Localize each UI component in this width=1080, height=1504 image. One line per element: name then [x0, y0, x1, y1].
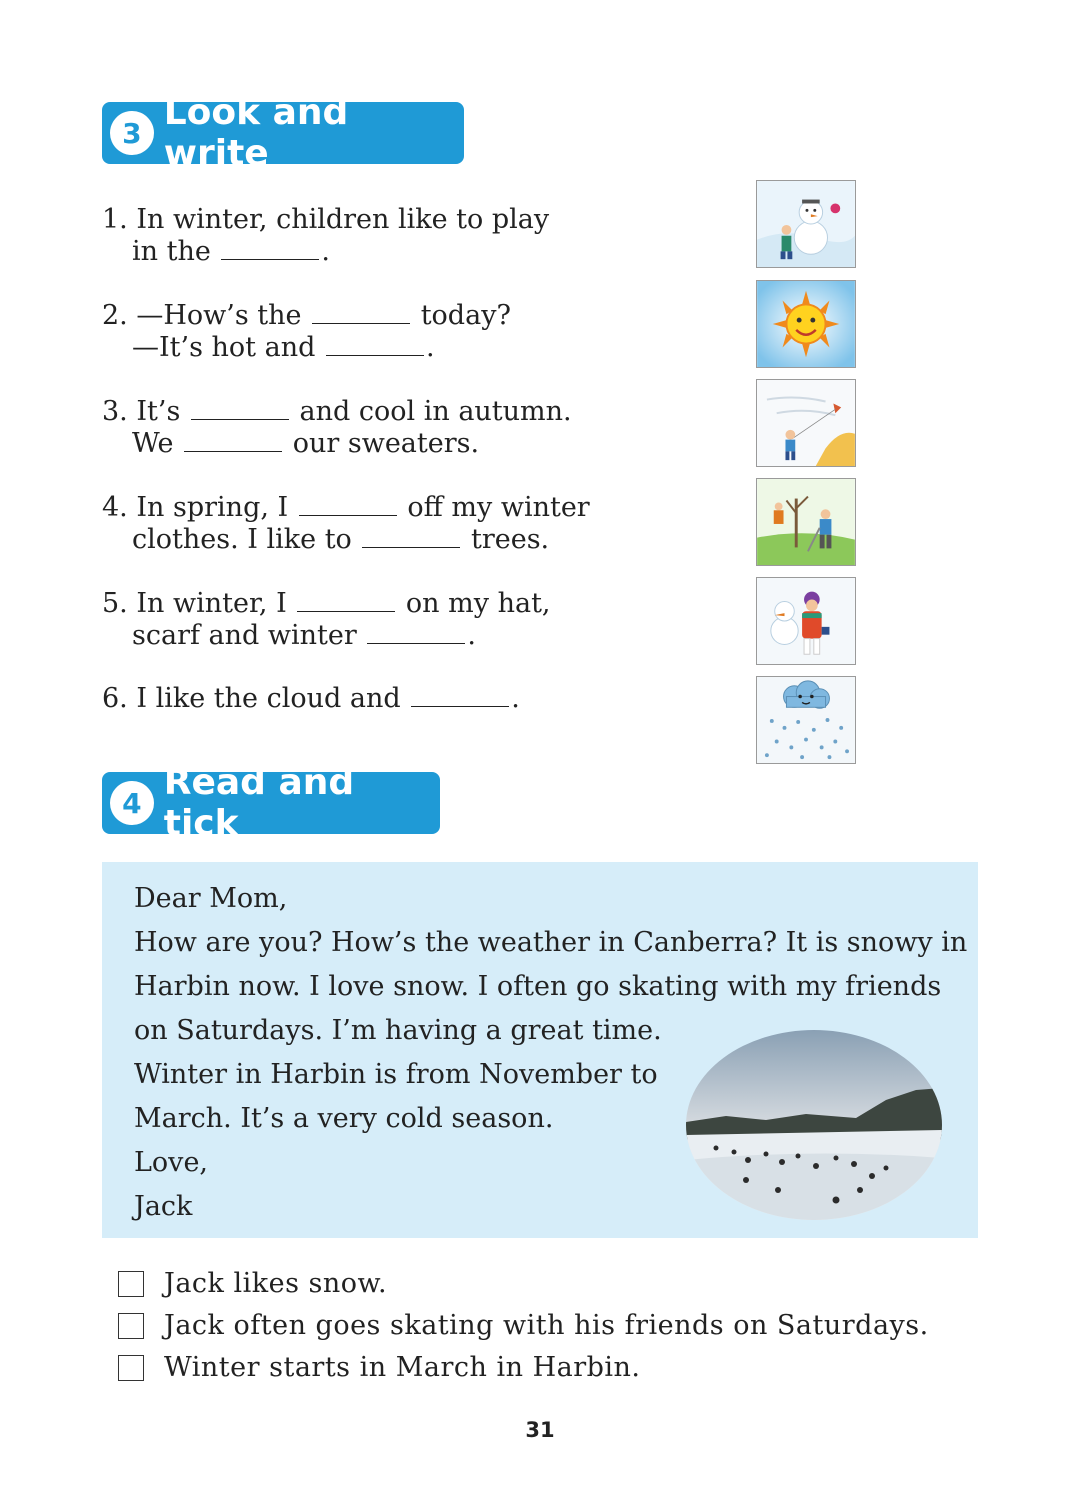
letter-line: How are you? How’s the weather in Canberra? It is snowy in — [134, 927, 968, 958]
skating-photo — [686, 1030, 942, 1220]
tick-item — [118, 1310, 929, 1341]
section-4-title: Read and tick — [163, 762, 355, 844]
tick-checkbox[interactable] — [118, 1355, 144, 1381]
answer-blank[interactable] — [191, 397, 289, 420]
question-2 — [102, 300, 511, 364]
answer-blank[interactable] — [184, 429, 282, 452]
question-text: off my winter — [407, 492, 590, 523]
question-text: our sweaters. — [292, 428, 480, 459]
letter-line: on Saturdays. I’m having a great time. — [134, 1015, 662, 1046]
question-text: today? — [420, 300, 511, 331]
answer-blank[interactable] — [362, 525, 460, 548]
question-text: scarf and winter — [132, 620, 357, 651]
question-5 — [102, 588, 551, 652]
question-text: I like the cloud and — [136, 683, 401, 714]
question-text: trees. — [470, 524, 550, 555]
letter-line: Dear Mom, — [134, 883, 288, 914]
section-3-title: Look and write — [163, 92, 349, 174]
answer-blank[interactable] — [411, 684, 509, 707]
question-number: 4. — [102, 492, 128, 523]
question-number: 2. — [102, 300, 128, 331]
tree-planting-icon — [756, 478, 856, 566]
question-text: —It’s hot and — [132, 332, 316, 363]
question-text: —How’s the — [136, 300, 302, 331]
question-text: clothes. I like to — [132, 524, 352, 555]
answer-blank[interactable] — [326, 333, 424, 356]
question-text: on my hat, — [405, 588, 551, 619]
snowman-icon — [756, 180, 856, 268]
tick-item — [118, 1268, 387, 1299]
letter-line: Winter in Harbin is from November to — [134, 1059, 658, 1090]
child-winter-clothes-icon — [756, 577, 856, 665]
question-text: . — [425, 332, 435, 363]
question-text: and cool in autumn. — [299, 396, 572, 427]
statement-text: Jack often goes skating with his friends on Saturdays. — [164, 1310, 929, 1341]
section-3-number: 3 — [110, 111, 154, 155]
question-text: It’s — [136, 396, 181, 427]
question-text: . — [467, 620, 476, 651]
letter-line: Love, — [134, 1147, 208, 1178]
statement-text: Winter starts in March in Harbin. — [164, 1352, 641, 1383]
answer-blank[interactable] — [297, 589, 395, 612]
windy-kite-icon — [756, 379, 856, 467]
tick-checkbox[interactable] — [118, 1313, 144, 1339]
section-4-header — [102, 762, 440, 844]
letter-signature: Jack — [134, 1191, 193, 1222]
answer-blank[interactable] — [221, 237, 319, 260]
question-4 — [102, 492, 590, 556]
section-4-number: 4 — [110, 781, 154, 825]
question-number: 6. — [102, 683, 128, 714]
statement-text: Jack likes snow. — [164, 1268, 388, 1299]
question-text: In spring, I — [136, 492, 289, 523]
question-text: . — [321, 236, 331, 267]
letter-line: March. It’s a very cold season. — [134, 1103, 554, 1134]
rain-cloud-icon — [756, 676, 856, 764]
question-number: 3. — [102, 396, 128, 427]
question-text: In winter, I — [136, 588, 287, 619]
answer-blank[interactable] — [312, 301, 410, 324]
tick-item — [118, 1352, 641, 1383]
question-text: in the — [132, 236, 211, 267]
question-text: We — [132, 428, 174, 459]
question-number: 1. — [102, 204, 128, 235]
section-3-header — [102, 92, 464, 174]
question-text: . — [511, 683, 520, 714]
tick-checkbox[interactable] — [118, 1271, 144, 1297]
letter-line: Harbin now. I love snow. I often go skating with my friends — [134, 971, 942, 1002]
page-number: 31 — [525, 1418, 555, 1442]
question-1 — [102, 204, 549, 268]
question-3 — [102, 396, 572, 460]
answer-blank[interactable] — [367, 621, 465, 644]
question-6 — [102, 683, 520, 715]
question-number: 5. — [102, 588, 128, 619]
sun-icon — [756, 280, 856, 368]
question-text: In winter, children like to play — [136, 204, 550, 235]
answer-blank[interactable] — [299, 493, 397, 516]
